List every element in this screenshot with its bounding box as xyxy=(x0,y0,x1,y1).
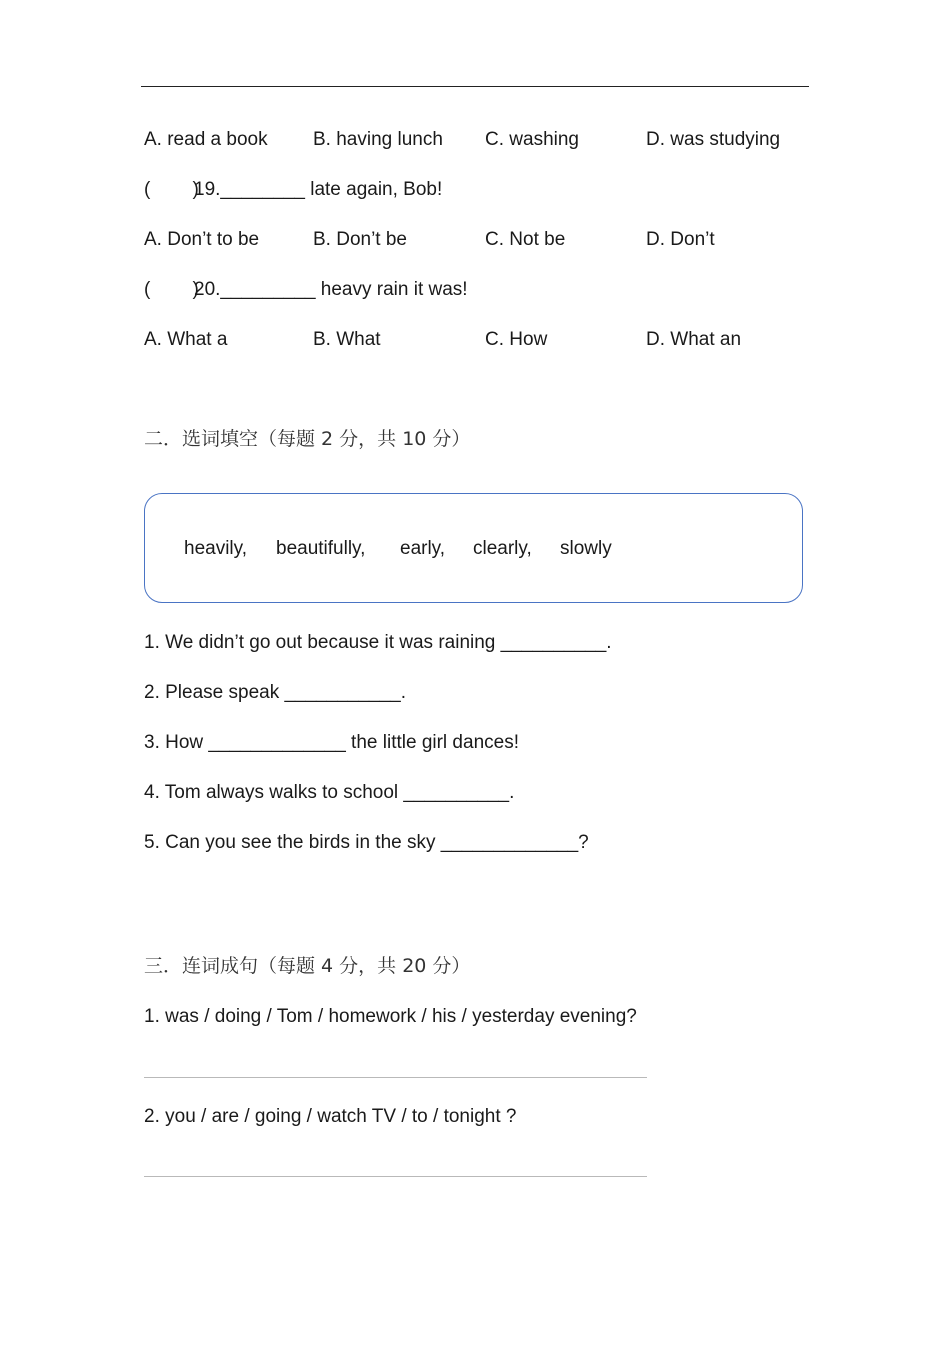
top-rule xyxy=(141,86,809,87)
sentence-item-1: 1. was / doing / Tom / homework / his / yesterday evening? xyxy=(144,1006,637,1027)
fill-blank-item-4: 4. Tom always walks to school __________. xyxy=(144,782,515,803)
q19-option-d: D. Don’t xyxy=(646,229,715,250)
q19-answer-paren: ( ) xyxy=(144,179,199,200)
q20-option-d: D. What an xyxy=(646,329,742,350)
answer-line-2 xyxy=(144,1176,647,1177)
q20-option-b: B. What xyxy=(313,329,381,350)
q19-option-b: B. Don’t be xyxy=(313,229,407,250)
fill-blank-item-5: 5. Can you see the birds in the sky _____________? xyxy=(144,832,589,853)
word-bank-word: clearly, xyxy=(473,538,532,559)
q18-option-b: B. having lunch xyxy=(313,129,443,150)
q19-stem: 19.________ late again, Bob! xyxy=(194,179,443,200)
q19-option-a: A. Don’t to be xyxy=(144,229,260,250)
q20-stem: 20._________ heavy rain it was! xyxy=(194,279,468,300)
answer-line-1 xyxy=(144,1077,647,1078)
fill-blank-item-2: 2. Please speak ___________. xyxy=(144,682,406,703)
word-bank-word: beautifully, xyxy=(276,538,366,559)
q18-option-c: C. washing xyxy=(485,129,579,150)
fill-blank-item-1: 1. We didn’t go out because it was raining __________. xyxy=(144,632,612,653)
q20-answer-paren: ( ) xyxy=(144,279,199,300)
q19-option-c: C. Not be xyxy=(485,229,566,250)
q18-option-d: D. was studying xyxy=(646,129,781,150)
sentence-item-2: 2. you / are / going / watch TV / to / tonight ? xyxy=(144,1106,517,1127)
q20-option-c: C. How xyxy=(485,329,548,350)
q20-option-a: A. What a xyxy=(144,329,228,350)
fill-blank-item-3: 3. How _____________ the little girl dances! xyxy=(144,732,519,753)
section-3-heading: 三．连词成句（每题 4 分，共 20 分） xyxy=(144,955,471,977)
q18-option-a: A. read a book xyxy=(144,129,268,150)
section-2-heading: 二．选词填空（每题 2 分，共 10 分） xyxy=(144,428,471,450)
word-bank-word: heavily, xyxy=(184,538,248,559)
word-bank-word: early, xyxy=(400,538,446,559)
word-bank-word: slowly xyxy=(560,538,612,559)
